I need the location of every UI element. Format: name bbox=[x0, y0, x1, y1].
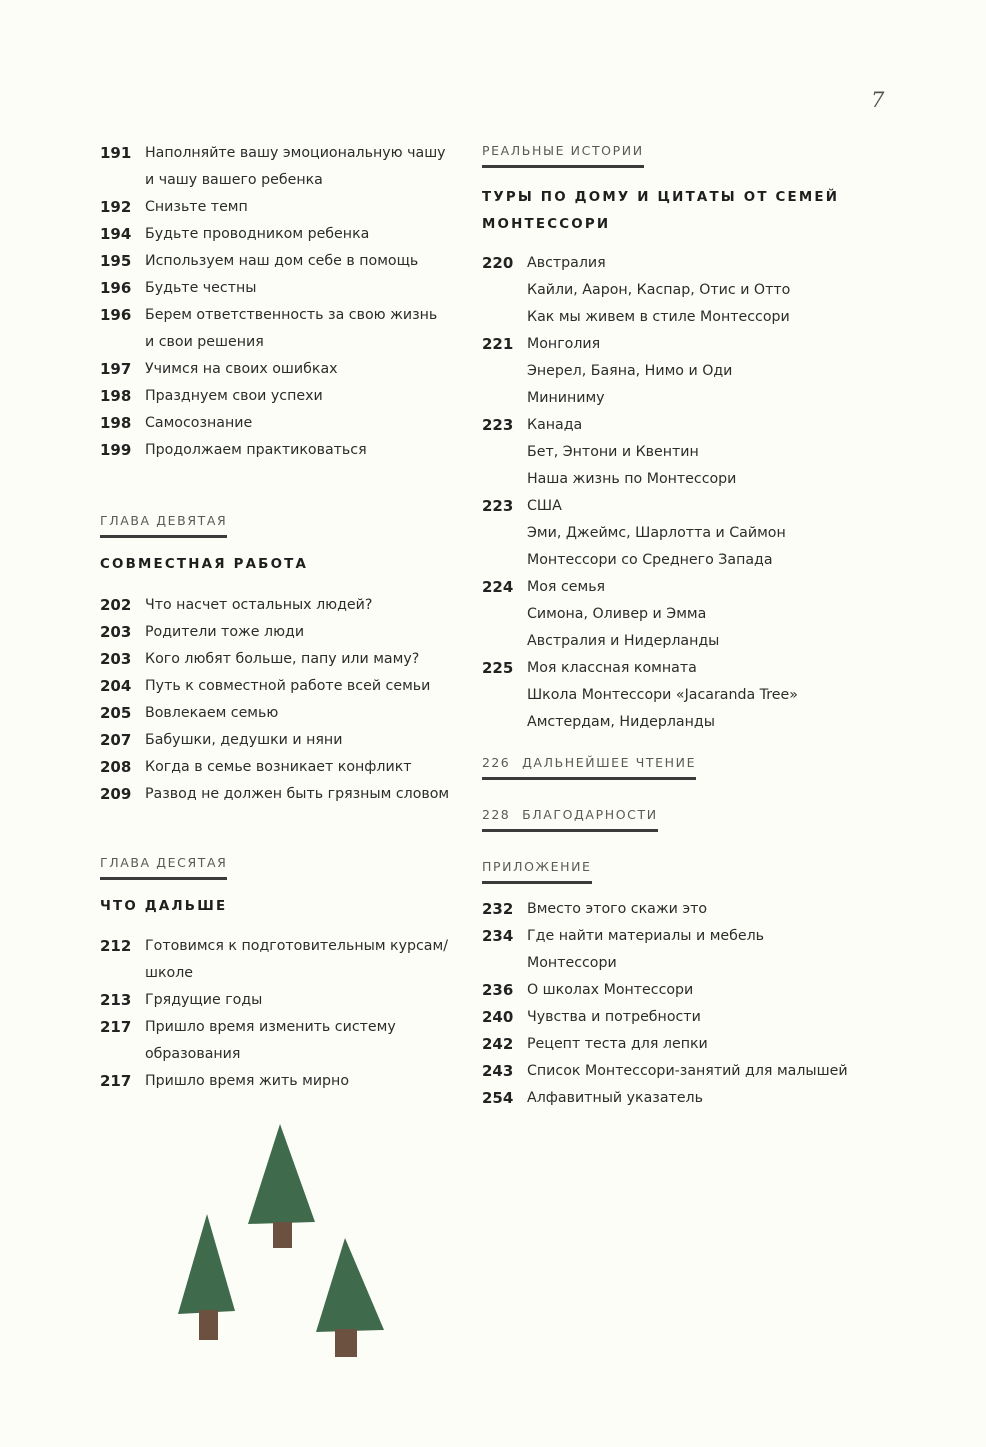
toc-entry-text bbox=[145, 356, 470, 383]
toc-entry-line: Будьте честны bbox=[145, 280, 257, 296]
toc-entry-line: Наша жизнь по Монтессори bbox=[527, 471, 737, 487]
toc-entry bbox=[100, 1068, 470, 1095]
toc-entry bbox=[100, 383, 470, 410]
toc-entry bbox=[100, 727, 470, 754]
toc-entry-line: Чувства и потребности bbox=[527, 1009, 701, 1025]
toc-entry-text bbox=[527, 923, 862, 977]
tree-illustration bbox=[170, 1118, 400, 1368]
toc-entry bbox=[482, 1031, 862, 1058]
toc-entry-page: 223 bbox=[482, 416, 514, 434]
toc-entry-text bbox=[527, 250, 862, 331]
toc-entry-line: Моя классная комната bbox=[527, 660, 697, 676]
toc-entry bbox=[100, 592, 470, 619]
toc-entry-line: Будьте проводником ребенка bbox=[145, 226, 370, 242]
toc-entry-text bbox=[145, 727, 470, 754]
further-reading-label: ДАЛЬНЕЙШЕЕ ЧТЕНИЕ bbox=[522, 755, 697, 770]
tree-left bbox=[178, 1214, 235, 1340]
real-stories-title-line-2: МОНТЕССОРИ bbox=[482, 217, 611, 232]
toc-entry-line: Вместо этого скажи это bbox=[527, 901, 708, 917]
acknowledgements-entry bbox=[482, 807, 658, 832]
toc-entry-page: 197 bbox=[100, 360, 132, 378]
toc-entry bbox=[100, 248, 470, 275]
toc-entry bbox=[482, 655, 862, 736]
toc-entry-line: Бет, Энтони и Квентин bbox=[527, 444, 699, 460]
toc-entry-text bbox=[145, 700, 470, 727]
toc-entry-line: образования bbox=[145, 1046, 241, 1062]
toc-entry-page: 217 bbox=[100, 1018, 132, 1036]
toc-entry-line: Празднуем свои успехи bbox=[145, 388, 323, 404]
toc-entry-text bbox=[145, 754, 470, 781]
toc-entry-line: Австралия bbox=[527, 255, 606, 271]
chapter-ten-label: ГЛАВА ДЕСЯТАЯ bbox=[100, 855, 227, 880]
toc-entry bbox=[482, 1085, 862, 1112]
toc-entry-line: США bbox=[527, 498, 562, 514]
toc-entry-line: Развод не должен быть грязным словом bbox=[145, 786, 450, 802]
toc-entry-line: Монтессори bbox=[527, 955, 617, 971]
chapter-ten-title: ЧТО ДАЛЬШЕ bbox=[100, 899, 228, 914]
toc-entry-line: и чашу вашего ребенка bbox=[145, 172, 323, 188]
toc-entry-text bbox=[145, 275, 470, 302]
toc-entry-line: Когда в семье возникает конфликт bbox=[145, 759, 412, 775]
toc-entry-page: 220 bbox=[482, 254, 514, 272]
toc-entry-page: 240 bbox=[482, 1008, 514, 1026]
toc-entry-line: Снизьте темп bbox=[145, 199, 248, 215]
toc-entry-line: Самосознание bbox=[145, 415, 253, 431]
toc-entry-page: 207 bbox=[100, 731, 132, 749]
toc-entry-line: Продолжаем практиковаться bbox=[145, 442, 367, 458]
toc-entry-line: Учимся на своих ошибках bbox=[145, 361, 338, 377]
toc-entry-page: 223 bbox=[482, 497, 514, 515]
chapter-nine-label: ГЛАВА ДЕВЯТАЯ bbox=[100, 513, 227, 538]
toc-entry bbox=[100, 987, 470, 1014]
toc-entry-text bbox=[527, 331, 862, 412]
toc-entry-text bbox=[145, 437, 470, 464]
toc-right-column bbox=[482, 140, 862, 1112]
toc-entry-page: 234 bbox=[482, 927, 514, 945]
toc-entry-page: 195 bbox=[100, 252, 132, 270]
toc-entry bbox=[100, 619, 470, 646]
toc-entry bbox=[100, 673, 470, 700]
toc-list-appendix bbox=[482, 896, 862, 1112]
toc-entry-page: 196 bbox=[100, 279, 132, 297]
further-reading-page: 226 bbox=[482, 755, 511, 770]
appendix-label: ПРИЛОЖЕНИЕ bbox=[482, 859, 592, 884]
real-stories-title-line-1: ТУРЫ ПО ДОМУ И ЦИТАТЫ ОТ СЕМЕЙ bbox=[482, 190, 840, 205]
toc-list-intro bbox=[100, 140, 470, 464]
toc-entry-page: 198 bbox=[100, 387, 132, 405]
toc-entry-page: 204 bbox=[100, 677, 132, 695]
toc-entry-page: 213 bbox=[100, 991, 132, 1009]
toc-entry bbox=[482, 1058, 862, 1085]
toc-left-column bbox=[100, 140, 470, 1095]
toc-entry bbox=[100, 933, 470, 987]
toc-entry-line: Путь к совместной работе всей семьи bbox=[145, 678, 431, 694]
toc-entry-page: 196 bbox=[100, 306, 132, 324]
toc-entry bbox=[100, 140, 470, 194]
toc-entry-line: Как мы живем в стиле Монтессори bbox=[527, 309, 790, 325]
toc-entry-line: Симона, Оливер и Эмма bbox=[527, 606, 707, 622]
toc-entry-page: 208 bbox=[100, 758, 132, 776]
toc-list-chapter-nine bbox=[100, 592, 470, 808]
toc-entry-page: 225 bbox=[482, 659, 514, 677]
toc-entry-page: 203 bbox=[100, 623, 132, 641]
toc-entry-line: Бабушки, дедушки и няни bbox=[145, 732, 343, 748]
toc-entry-text bbox=[145, 781, 470, 808]
toc-entry-text bbox=[145, 383, 470, 410]
toc-entry-page: 224 bbox=[482, 578, 514, 596]
toc-entry-line: Список Монтессори-занятий для малышей bbox=[527, 1063, 848, 1079]
toc-entry bbox=[482, 896, 862, 923]
toc-entry-line: Энерел, Баяна, Нимо и Оди bbox=[527, 363, 733, 379]
toc-list-real-stories bbox=[482, 250, 862, 736]
toc-entry-line: Используем наш дом себе в помощь bbox=[145, 253, 419, 269]
toc-entry bbox=[482, 331, 862, 412]
toc-entry-text bbox=[527, 412, 862, 493]
toc-entry-text bbox=[145, 410, 470, 437]
tree-right bbox=[316, 1238, 384, 1357]
toc-entry bbox=[100, 302, 470, 356]
toc-entry-text bbox=[145, 1068, 470, 1095]
toc-entry bbox=[100, 221, 470, 248]
toc-entry-page: 203 bbox=[100, 650, 132, 668]
toc-entry-text bbox=[527, 1004, 862, 1031]
toc-entry-line: Алфавитный указатель bbox=[527, 1090, 703, 1106]
toc-entry-line: Родители тоже люди bbox=[145, 624, 305, 640]
acknowledgements-page: 228 bbox=[482, 807, 511, 822]
toc-entry-text bbox=[527, 493, 862, 574]
toc-entry-text bbox=[145, 140, 470, 194]
toc-entry-text bbox=[527, 896, 862, 923]
acknowledgements-label: БЛАГОДАРНОСТИ bbox=[522, 807, 658, 822]
toc-entry-line: Грядущие годы bbox=[145, 992, 263, 1008]
further-reading-entry bbox=[482, 755, 696, 780]
toc-entry-page: 205 bbox=[100, 704, 132, 722]
toc-entry bbox=[100, 194, 470, 221]
toc-entry bbox=[100, 700, 470, 727]
toc-entry-line: Австралия и Нидерланды bbox=[527, 633, 720, 649]
toc-entry-text bbox=[145, 592, 470, 619]
toc-list-chapter-ten bbox=[100, 933, 470, 1095]
toc-entry-page: 192 bbox=[100, 198, 132, 216]
toc-entry-line: Наполняйте вашу эмоциональную чашу bbox=[145, 145, 446, 161]
toc-entry bbox=[100, 437, 470, 464]
toc-entry-page: 209 bbox=[100, 785, 132, 803]
toc-entry bbox=[100, 646, 470, 673]
toc-entry-page: 232 bbox=[482, 900, 514, 918]
toc-entry-page: 199 bbox=[100, 441, 132, 459]
toc-entry-page: 243 bbox=[482, 1062, 514, 1080]
toc-entry-line: Пришло время изменить систему bbox=[145, 1019, 396, 1035]
toc-entry-text bbox=[145, 248, 470, 275]
toc-entry-text bbox=[145, 933, 470, 987]
toc-entry-page: 217 bbox=[100, 1072, 132, 1090]
chapter-nine-title: СОВМЕСТНАЯ РАБОТА bbox=[100, 557, 309, 572]
toc-entry bbox=[482, 977, 862, 1004]
toc-entry-text bbox=[145, 619, 470, 646]
toc-entry-text bbox=[145, 673, 470, 700]
toc-entry-text bbox=[145, 646, 470, 673]
toc-entry-line: Канада bbox=[527, 417, 583, 433]
toc-entry-page: 212 bbox=[100, 937, 132, 955]
toc-entry bbox=[100, 1014, 470, 1068]
toc-entry-page: 236 bbox=[482, 981, 514, 999]
toc-entry bbox=[100, 781, 470, 808]
toc-entry-page: 194 bbox=[100, 225, 132, 243]
toc-entry-text bbox=[145, 194, 470, 221]
toc-entry-line: Готовимся к подготовительным курсам/ bbox=[145, 938, 448, 954]
toc-entry bbox=[100, 275, 470, 302]
toc-entry-page: 202 bbox=[100, 596, 132, 614]
toc-entry-text bbox=[145, 987, 470, 1014]
toc-entry bbox=[100, 754, 470, 781]
toc-entry-line: и свои решения bbox=[145, 334, 264, 350]
toc-entry-line: О школах Монтессори bbox=[527, 982, 694, 998]
toc-entry-page: 191 bbox=[100, 144, 132, 162]
toc-entry-line: Амстердам, Нидерланды bbox=[527, 714, 715, 730]
toc-entry-line: Монтессори со Среднего Запада bbox=[527, 552, 773, 568]
toc-entry bbox=[482, 923, 862, 977]
toc-entry bbox=[100, 410, 470, 437]
toc-entry-line: Монголия bbox=[527, 336, 601, 352]
toc-entry-page: 221 bbox=[482, 335, 514, 353]
toc-entry-page: 242 bbox=[482, 1035, 514, 1053]
toc-entry bbox=[482, 412, 862, 493]
toc-entry-text bbox=[145, 302, 470, 356]
toc-entry-text bbox=[145, 221, 470, 248]
toc-entry-text bbox=[527, 655, 862, 736]
real-stories-label: РЕАЛЬНЫЕ ИСТОРИИ bbox=[482, 143, 644, 168]
toc-entry-line: Пришло время жить мирно bbox=[145, 1073, 350, 1089]
toc-entry-line: Эми, Джеймс, Шарлотта и Саймон bbox=[527, 525, 786, 541]
page-number: 7 bbox=[871, 88, 885, 112]
toc-entry bbox=[482, 250, 862, 331]
toc-entry bbox=[482, 574, 862, 655]
toc-entry-line: Рецепт теста для лепки bbox=[527, 1036, 708, 1052]
toc-entry-text bbox=[527, 1058, 862, 1085]
toc-entry bbox=[100, 356, 470, 383]
toc-entry-text bbox=[527, 1031, 862, 1058]
toc-entry-line: Школа Монтессори «Jacaranda Tree» bbox=[527, 687, 798, 703]
toc-entry-line: Кайли, Аарон, Каспар, Отис и Отто bbox=[527, 282, 791, 298]
toc-entry-line: Где найти материалы и мебель bbox=[527, 928, 765, 944]
toc-entry-page: 198 bbox=[100, 414, 132, 432]
toc-entry-page: 254 bbox=[482, 1089, 514, 1107]
toc-entry bbox=[482, 493, 862, 574]
toc-entry-line: Кого любят больше, папу или маму? bbox=[145, 651, 420, 667]
tree-top bbox=[248, 1124, 315, 1248]
toc-entry-text bbox=[145, 1014, 470, 1068]
toc-entry-line: Берем ответственность за свою жизнь bbox=[145, 307, 438, 323]
toc-entry-line: Мининиму bbox=[527, 390, 605, 406]
toc-entry-text bbox=[527, 977, 862, 1004]
toc-entry-line: Что насчет остальных людей? bbox=[145, 597, 373, 613]
toc-entry-line: школе bbox=[145, 965, 194, 981]
toc-entry-text bbox=[527, 574, 862, 655]
toc-entry bbox=[482, 1004, 862, 1031]
toc-entry-text bbox=[527, 1085, 862, 1112]
toc-entry-line: Вовлекаем семью bbox=[145, 705, 279, 721]
toc-entry-line: Моя семья bbox=[527, 579, 606, 595]
